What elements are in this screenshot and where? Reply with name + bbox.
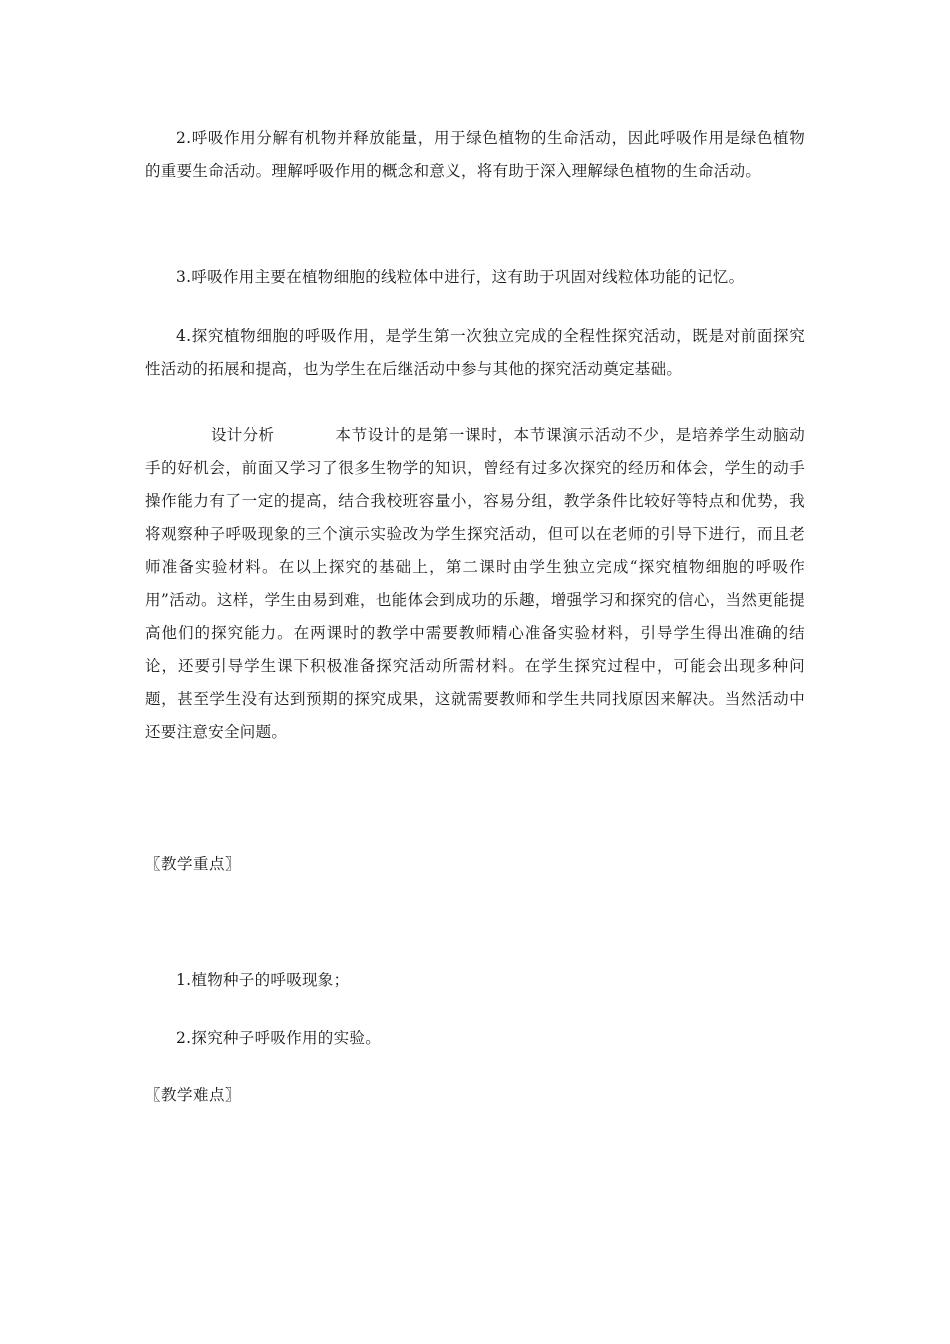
key-point-item-1: 1.植物种子的呼吸现象； [176, 971, 350, 989]
paragraph-inquiry-activity: 4.探究植物细胞的呼吸作用，是学生第一次独立完成的全程性探究活动，既是对前面探究性活动的拓展和提高，也为学生在后继活动中参与其他的探究活动奠定基础。 [145, 327, 805, 378]
key-points-heading: 〖教学重点〗 [145, 855, 242, 873]
design-analysis-label: 设计分析 [211, 426, 275, 444]
key-point-item-2: 2.探究种子呼吸作用的实验。 [176, 1029, 381, 1047]
paragraph-mitochondria: 3.呼吸作用主要在植物细胞的线粒体中进行，这有助于巩固对线粒体功能的记忆。 [176, 268, 745, 286]
paragraph-design-analysis [145, 419, 805, 749]
difficult-points-heading: 〖教学难点〗 [145, 1086, 242, 1104]
design-analysis-text: 本节设计的是第一课时，本节课演示活动不少，是培养学生动脑动手的好机会，前面又学习了很多生物学的知识，曾经有过多次探究的经历和体会，学生的动手操作能力有了一定的提高，结合我校班容量小，容易分组，教学条件比较好等特点和优势，我将观察种子呼吸现象的三个演示实验改为学生探究活动，但可以在老师的引导下进行，而且老师准备实验材料。在以上探究的基础上，第二课时由学生独立完成“探究植物细胞的呼吸作用”活动。这样，学生由易到难，也能体会到成功的乐趣，增强学习和探究的信心，当然更能提高他们的探究能力。在两课时的教学中需要教师精心准备实验材料，引导学生得出准确的结论，还要引导学生课下积极准备探究活动所需材料。在学生探究过程中，可能会出现多种问题，甚至学生没有达到预期的探究成果，这就需要教师和学生共同找原因来解决。当然活动中还要注意安全问题。 [145, 426, 805, 741]
paragraph-respiration-energy: 2.呼吸作用分解有机物并释放能量，用于绿色植物的生命活动，因此呼吸作用是绿色植物的重要生命活动。理解呼吸作用的概念和意义，将有助于深入理解绿色植物的生命活动。 [145, 129, 805, 180]
